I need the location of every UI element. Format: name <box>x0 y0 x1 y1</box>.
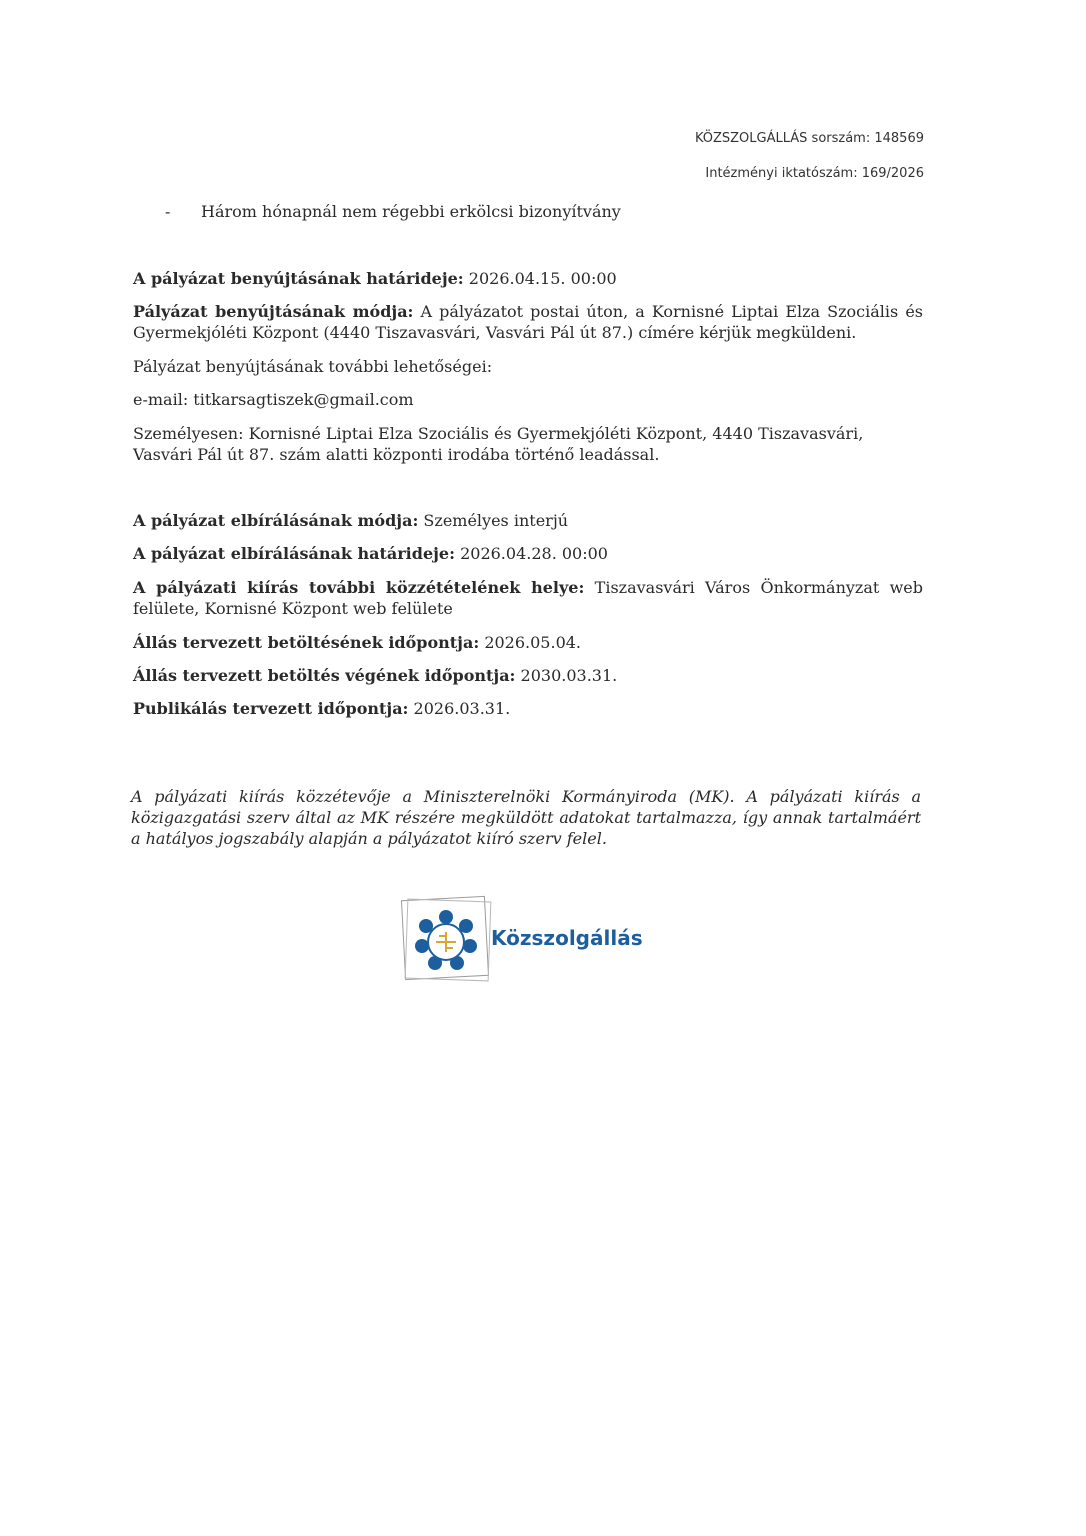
requirement-item <box>165 202 621 221</box>
registry-number: Intézményi iktatószám: 169/2026 <box>705 166 924 181</box>
submission-deadline-label: A pályázat benyújtásának határideje: <box>133 269 464 288</box>
end-date <box>133 665 923 686</box>
start-date-label: Állás tervezett betöltésének időpontja: <box>133 633 480 652</box>
other-options: Pályázat benyújtásának további lehetőségei: <box>133 357 493 376</box>
submission-deadline <box>133 268 923 289</box>
publication-place <box>133 577 923 619</box>
evaluation-deadline <box>133 543 923 564</box>
requirement-text: Három hónapnál nem régebbi erkölcsi bizonyítvány <box>201 202 621 221</box>
publish-date <box>133 698 923 719</box>
bullet-dash: - <box>165 202 171 221</box>
end-date-value: 2030.03.31. <box>515 666 618 685</box>
kozszolgallas-logo <box>403 898 653 984</box>
publication-place-label: A pályázati kiírás további közzétételének helye: <box>133 578 585 597</box>
submission-method <box>133 301 923 343</box>
end-date-label: Állás tervezett betöltés végének időpontja: <box>133 666 516 685</box>
submission-deadline-value: 2026.04.15. 00:00 <box>463 269 617 288</box>
kozszolgallas-logo-icon <box>411 906 481 976</box>
evaluation-method-label: A pályázat elbírálásának módja: <box>133 511 419 530</box>
evaluation-method-value: Személyes interjú <box>418 511 569 530</box>
disclaimer: A pályázati kiírás közzétevője a Miniszterelnöki Kormányiroda (MK). A pályázati kiírás a közigazgatási szerv által az MK részére megküldött adatokat tartalmazza, így annak tartalmáért a hatályos jogszabály alapján a pályázatot kiíró szerv felel. <box>131 787 921 848</box>
submission-method-value: A pályázatot postai úton, a Kornisné Liptai Elza Szociális és Gyermekjóléti Központ (4440 Tiszavasvári, Vasvári Pál út 87.) címére kérjük megküldeni. <box>133 302 923 342</box>
evaluation-method <box>133 510 923 531</box>
publication-place-value: Tiszavasvári Város Önkormányzat web felülete, Kornisné Központ web felülete <box>133 578 924 618</box>
start-date <box>133 632 923 653</box>
logo-text: Közszolgállás <box>491 926 643 950</box>
serial-number: KÖZSZOLGÁLLÁS sorszám: 148569 <box>694 131 924 146</box>
email-line: e-mail: titkarsagtiszek@gmail.com <box>133 390 414 409</box>
submission-method-label: Pályázat benyújtásának módja: <box>133 302 414 321</box>
in-person-line: Személyesen: Kornisné Liptai Elza Szociális és Gyermekjóléti Központ, 4440 Tiszavasvári, Vasvári Pál út 87. szám alatti központi irodába történő leadással. <box>133 424 864 464</box>
publish-date-label: Publikálás tervezett időpontja: <box>133 699 409 718</box>
evaluation-deadline-value: 2026.04.28. 00:00 <box>455 544 608 563</box>
publish-date-value: 2026.03.31. <box>408 699 511 718</box>
evaluation-deadline-label: A pályázat elbírálásának határideje: <box>133 544 455 563</box>
start-date-value: 2026.05.04. <box>479 633 582 652</box>
